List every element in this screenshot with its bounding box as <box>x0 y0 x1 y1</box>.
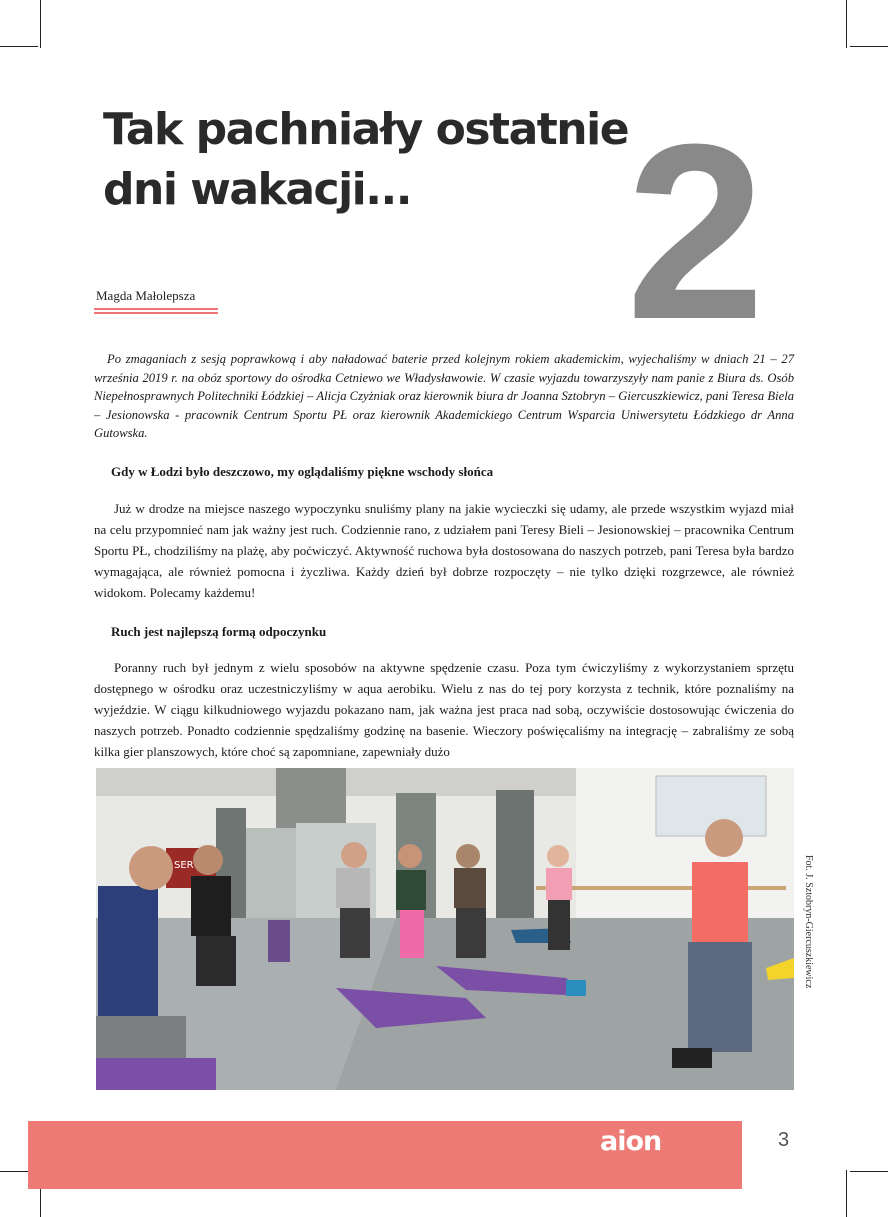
page-number: 3 <box>778 1129 790 1151</box>
body-paragraph-2: Poranny ruch był jednym z wielu sposobów na aktywne spędzenie czasu. Poza tym ćwiczyliśmy z wykorzystaniem sprzętu dostępnego w ośrodku oraz uczestniczyliśmy w aqua aerobiku. Wielu z nas do tej pory korzysta z technik, które poznaliśmy na wyjeździe. W ciągu kilkudniowego wyjazdu pokazano nam, jak ważna jest praca nad sobą, oczywiście dostosowując ćwiczenia do naszych potrzeb. Ponadto codziennie spędzaliśmy godzinę na basenie. Wieczory poświęcaliśmy na integrację – zabraliśmy ze sobą kilka gier planszowych, które choć są zapomniane, zapewniały dużo <box>94 660 794 759</box>
article-title <box>103 100 663 220</box>
author-name: Magda Małolepsza <box>96 288 196 303</box>
photo-credit: Fot. J. Sztobryn-Giercuszkiewicz <box>803 855 814 989</box>
body-paragraph-1: Już w drodze na miejsce naszego wypoczynku snuliśmy plany na jakie wycieczki się udamy, ale przede wszystkim wyjazd miał na celu przypomnieć nam jak ważny jest ruch. Codziennie rano, z udziałem pani Teresy Bieli – Jesionowskiej – pracownika Centrum Sportu PŁ, chodziliśmy na plażę, aby poćwiczyć. Aktywność ruchowa była dostosowana do naszych potrzeb, pani Teresa była bardzo wymagająca, ale również pomocna i życzliwa. Każdy dzień był dobrze rozpoczęty – nie tylko dzięki rozgrzewce, ale również widokom. Polecamy każdemu! <box>94 501 794 600</box>
aion-logo: aion <box>600 1126 662 1157</box>
crop-mark <box>0 46 38 47</box>
crop-mark <box>846 1170 847 1217</box>
title-line-2: dni wakacji... <box>103 164 411 215</box>
crop-mark <box>40 0 41 48</box>
author-underline <box>94 312 218 314</box>
section-heading-1: Gdy w Łodzi było deszczowo, my oglądaliśmy piękne wschody słońca <box>111 464 494 479</box>
section-heading-2: Ruch jest najlepszą formą odpoczynku <box>111 624 327 639</box>
lead-paragraph: Po zmaganiach z sesją poprawkową i aby naładować baterie przed kolejnym rokiem akademickim, wyjechaliśmy w dniach 21 – 27 września 2019 r. na obóz sportowy do ośrodka Cetniewo we Władysławowie. W czasie wyjazdu towarzyszyły nam panie z Biura ds. Osób Niepełnosprawnych Politechniki Łódzkiej – Alicja Czyżniak oraz kierownik biura dr Joanna Sztobryn – Giercuszkiewicz, pani Teresa Biela – Jesionowska - pracownik Centrum Sportu PŁ oraz kierownik Akademickiego Centrum Wsparcia Uniwersytetu Łódzkiego dr Anna Gutowska. <box>94 352 794 441</box>
crop-mark <box>850 46 888 47</box>
title-line-1: Tak pachniały ostatnie <box>103 104 629 155</box>
crop-mark <box>850 1171 888 1172</box>
photo-illustration <box>96 768 794 1090</box>
author-underline <box>94 308 218 310</box>
photo-sign-text: SER <box>174 860 194 871</box>
article-photo <box>96 768 794 1090</box>
issue-number: 2 <box>626 92 766 371</box>
crop-mark <box>846 0 847 48</box>
